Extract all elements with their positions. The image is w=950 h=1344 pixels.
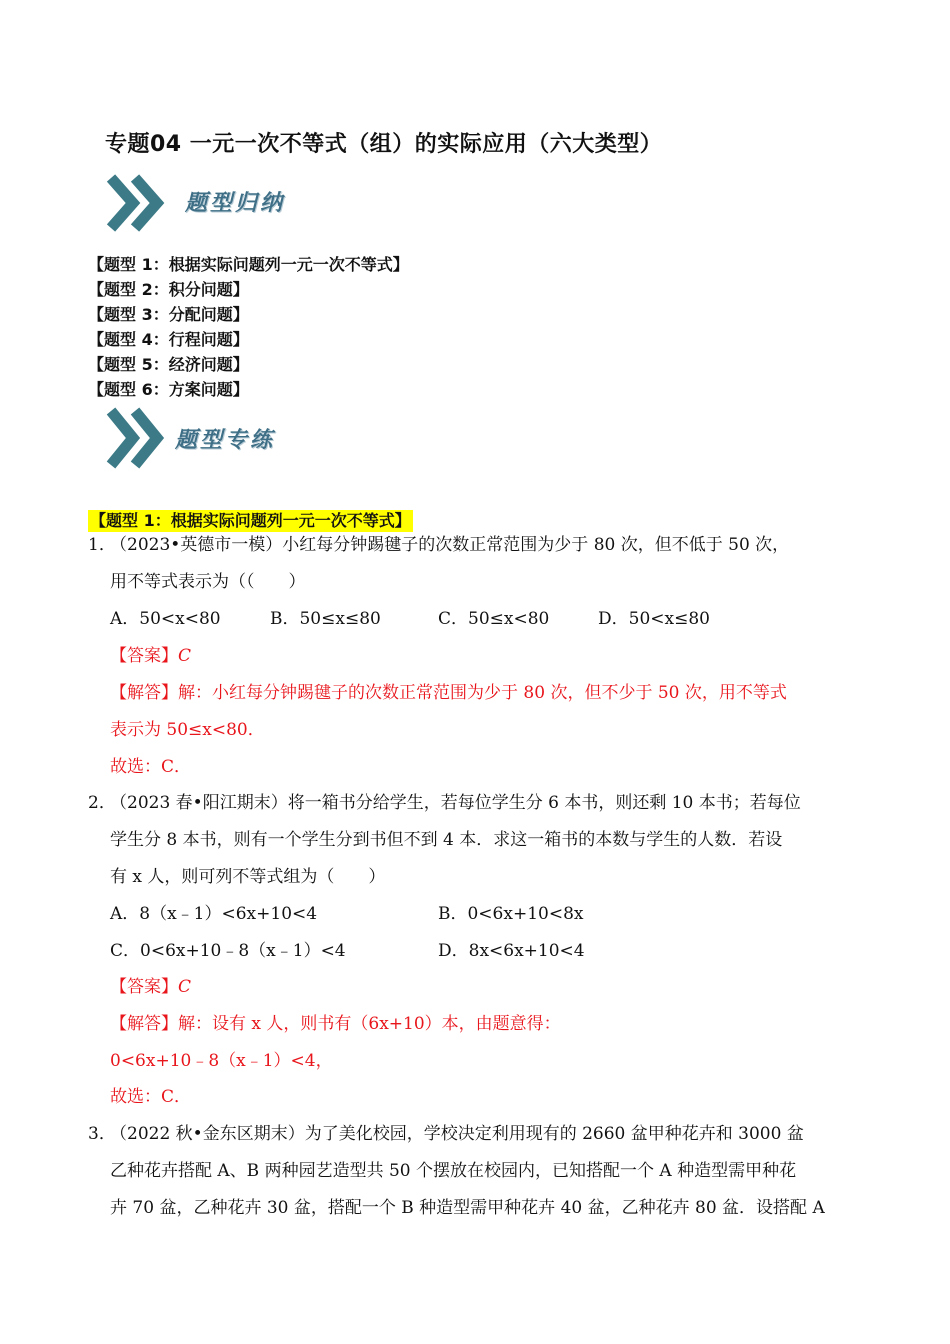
section-banner-summary [103,172,423,238]
option-a: A．50<x<80 [110,609,221,629]
answer-value: C [178,646,192,666]
question-text: 用不等式表示为（（ ） [110,572,306,592]
section-heading: 【题型 1：根据实际问题列一元一次不等式】 [90,511,411,530]
solution-label: 【解答】 [110,683,178,703]
solution-text: 【解答】解：设有 x 人，则书有（6x+10）本，由题意得： [110,1014,561,1034]
type-list-item: 【题型 3：分配问题】 [88,305,249,324]
banner-summary-text: 题型归纳 [185,191,286,216]
type-list-item: 【题型 5：经济问题】 [88,355,249,374]
option-b: B．50≤x≤80 [270,609,381,629]
question-text: 卉 70 盆，乙种花卉 30 盆，搭配一个 B 种造型需甲种花卉 40 盆，乙种花卉 80 盆．设搭配 A [110,1198,825,1218]
option-d: D．8x<6x+10<4 [438,941,585,961]
answer [110,975,191,999]
answer [110,644,191,668]
type-list-item: 【题型 6：方案问题】 [88,380,249,399]
solution-text: 表示为 50≤x<80． [110,720,265,740]
solution-text: 【解答】解：小红每分钟踢毽子的次数正常范围为少于 80 次，但不少于 50 次，用不等式 [110,683,787,703]
type-list-item: 【题型 2：积分问题】 [88,280,249,299]
question-number: 3． [88,1124,116,1144]
type-list [88,252,409,402]
banner-practice-text: 题型专练 [175,428,276,453]
question-text: （2023 春•阳江期末）将一箱书分给学生，若每位学生分 6 本书，则还剩 10 本书；若每位 [110,793,801,813]
question-text: （2023•英德市一模）小红每分钟踢毽子的次数正常范围为少于 80 次，但不低于 50 次， [110,535,790,555]
solution-text: 0<6x+10﹣8（x﹣1）<4， [110,1051,333,1071]
option-b: B．0<6x+10<8x [438,904,584,924]
question-number: 2． [88,793,116,813]
double-chevron-icon [103,172,173,234]
type-list-item: 【题型 4：行程问题】 [88,330,249,349]
option-c: C．50≤x<80 [438,609,550,629]
solution-label: 【解答】 [110,1014,178,1034]
option-c: C．0<6x+10﹣8（x﹣1）<4 [110,941,346,961]
question-text: （2022 秋•金东区期末）为了美化校园，学校决定利用现有的 2660 盆甲种花卉和 3000 盆 [110,1124,804,1144]
question-number: 1． [88,535,116,555]
option-d: D．50<x≤80 [598,609,710,629]
question-text: 学生分 8 本书，则有一个学生分到书但不到 4 本．求这一箱书的本数与学生的人数．若设 [110,830,783,850]
solution-text: 故选：C． [110,1087,192,1107]
page-title: 专题04 一元一次不等式（组）的实际应用（六大类型） [105,132,663,157]
option-a: A．8（x﹣1）<6x+10<4 [110,904,318,924]
question-text: 乙种花卉搭配 A、B 两种园艺造型共 50 个摆放在校园内，已知搭配一个 A 种造型需甲种花 [110,1161,797,1181]
answer-value: C [178,977,192,997]
type-list-item: 【题型 1：根据实际问题列一元一次不等式】 [88,255,409,274]
solution-text: 故选：C． [110,757,192,777]
answer-label: 【答案】 [110,646,178,666]
question-text: 有 x 人，则可列不等式组为（ ） [110,867,386,887]
answer-label: 【答案】 [110,977,178,997]
double-chevron-icon [103,405,173,471]
section-banner-practice [103,405,423,471]
